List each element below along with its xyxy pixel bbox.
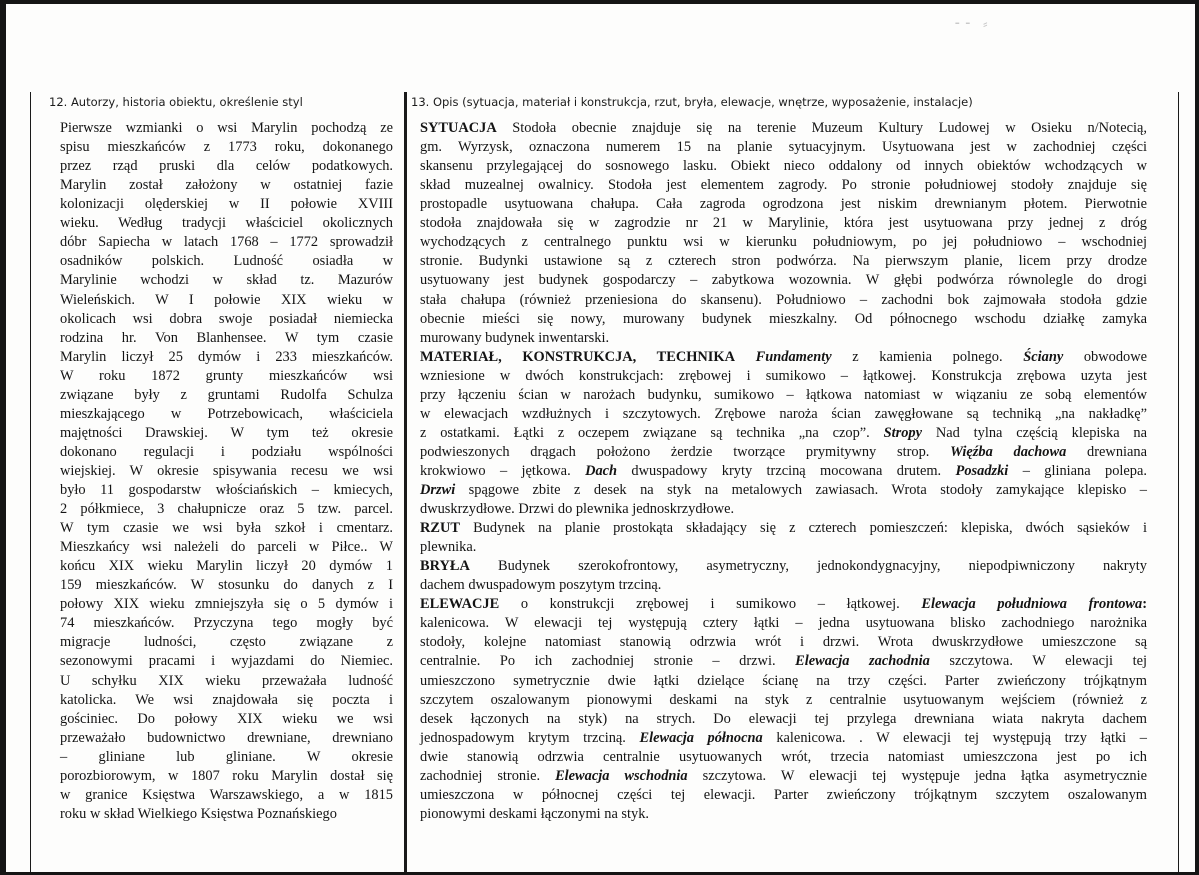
description-text-line [420, 673, 1147, 690]
text-run: podwieszonych drągach położono żerdzie tworzące prymitywny strop. [420, 443, 951, 460]
text-run: z ostatkami. Łątki z oczepem związane są technika „na czop”. [420, 424, 884, 441]
history-text-line: dokonano regulacji i podziału wspólności [60, 443, 393, 460]
history-text-line: Pierwsze wzmianki o wsi Marylin pochodzą ze [60, 120, 393, 136]
description-text-line [420, 730, 1147, 747]
history-text-line: gościniec. Do połowy XIX wieku we wsi [60, 710, 393, 727]
description-text-line [420, 653, 1147, 670]
text-run [735, 349, 756, 365]
text-run: dwuskrzydłowe. Drzwi do plewnika jednoskrzydłowe. [420, 501, 735, 517]
description-text-line [420, 615, 1147, 632]
form-frame-right-line [1178, 92, 1179, 872]
history-text-line: migracje ludności, często związane z [60, 634, 393, 651]
description-text-line [420, 768, 1147, 785]
text-run: – gliniana polepa. [1008, 462, 1147, 479]
text-run: Stodoła obecnie znajduje się na terenie Muzeum Kultury Ludowej w Osieku n/Notecią, [496, 120, 1147, 136]
text-run: dwuspadowy kryty trzciną mocowana drutem. [617, 462, 956, 479]
text-run: obecnie mieści się nowy, murowany budynek mieszkalny. Od północnego wschodu działkę zamyka [420, 310, 1147, 327]
section-keyword: : [1142, 596, 1147, 613]
text-run: centralnie. Po ich zachodniej stronie – drzwi. [420, 653, 796, 670]
description-text-line [420, 425, 1147, 442]
text-run: przy łączeniu ścian w narożach budynku, sumikowo – łątkowa natomiast w wiązaniu ze sobą elementów [420, 386, 1147, 403]
element-term: Ściany [1023, 348, 1064, 365]
description-text-line [420, 711, 1147, 728]
history-text-line: W roku 1872 grunty mieszkańców wsi [60, 367, 393, 384]
text-run: spągowe zbite z desek na styk na metalowych zawiasach. Wrota stodoły zamykające klepisko – [455, 481, 1147, 498]
text-run: Nad tylna częścią klepiska na [921, 424, 1147, 441]
section-keyword: RZUT [420, 520, 460, 536]
description-text-line [420, 349, 1147, 366]
element-term: Drzwi [420, 481, 456, 498]
history-text-line: Mieszkańcy wsi należeli do parceli w Piłce.. W [60, 539, 393, 556]
section-keyword: ELEWACJE [420, 596, 500, 613]
element-term: Posadzki [955, 462, 1009, 479]
bleed-through-mark: ⁃⁃ ⸗ [954, 17, 992, 32]
element-term: Elewacja północna [639, 729, 763, 746]
description-text-line [420, 120, 1147, 137]
history-text-line: Wieleńskich. W I połowie XIX wieku w [60, 291, 393, 308]
description-text-line [420, 272, 1147, 289]
text-run: Budynek na planie prostokąta składający się z czterech pomieszczeń: klepiska, dwóch sąsieków i [459, 520, 1147, 536]
description-text-line [420, 196, 1147, 213]
text-run: murowany budynek inwentarski. [420, 329, 610, 346]
text-run: dachem dwuspadowym poszytym trzciną. [420, 577, 662, 594]
text-run: szczytowa. W elewacji tej występuje jedna łątka asymetrycznie [687, 767, 1147, 784]
text-run: w elewacjach wzdłużnych i szczytowych. Zrębowe naroża ścian zawęgłowane są techniką „na nakładkę” [420, 405, 1147, 422]
history-text-line: Marylinie wchodzi w skład tz. Mazurów [60, 272, 393, 289]
text-run: stała chałupa (również przeniesiona do skansenu). Południowo – zachodni bok zajmowała stodoła gdzie [420, 291, 1147, 308]
text-run: wzniesione w dwóch konstrukcjach: zrębowej i sumikowo – łątkowej. Konstrukcja zrębowa uzyta jest [420, 367, 1147, 384]
description-text-line [420, 520, 1147, 537]
text-run: zachodniej stronie. [420, 767, 556, 784]
text-run: stodoły, kolejne natomiast stanowią odrzwia wrót i drzwi. Wrota dwuskrzydłowe umieszczone są [420, 634, 1147, 651]
text-run: szczytem oszalowanym pionowymi deskami na styk z centralnie usytuowanym wejściem (również z [420, 691, 1147, 708]
description-text-line [420, 311, 1147, 328]
description-text-line [420, 253, 1147, 270]
description-text-line [420, 501, 1147, 518]
history-text-line: było 11 gospodarstw włościańskich – kmiecych, [60, 481, 393, 498]
text-run: jednospadowym krytym trzciną. [420, 729, 640, 746]
description-text-line [420, 539, 1147, 556]
history-text-line: okolicach wsi dobra swoje posiadał niemiecka [60, 310, 393, 327]
history-text-line: roku w skład Wielkiego Księstwa Poznańskiego [60, 805, 337, 822]
history-text-line: związane były z gruntami Rudolfa Schulza [60, 386, 393, 403]
description-text-line [420, 292, 1147, 309]
description-text-line [420, 139, 1147, 156]
history-text-line: 159 mieszkańców. W stosunku do danych z I [60, 577, 393, 594]
text-run: umieszczona w północnej części tej elewacji. Parter zwieńczony trójkątnym szczytem oszalowanym [420, 786, 1147, 803]
description-text-line [420, 692, 1147, 709]
history-text-line: dóbr Sapiecha w latach 1768 – 1772 sprowadził [60, 234, 393, 251]
text-run: Budynek szerokofrontowy, asymetryczny, jednokondygnacyjny, niepodpiwniczony nakryty [469, 558, 1147, 575]
description-text-line [420, 387, 1147, 404]
history-text-line: porozbiorowym, w 1807 roku Marylin dostał się [60, 767, 393, 784]
column-divider-line [404, 92, 407, 872]
text-run: stodoła znajdowała się w zagrodzie nr 21 w Marylinie, która jest usytuowana przy jednej z dróg [420, 215, 1147, 232]
text-run: skansenu przylegającej do sosnowego lasku. Obiekt nieco oddalony od innych obiektów wchodzących w [420, 158, 1147, 175]
history-text-line: spisu mieszkańców z 1773 roku, dokonanego [60, 139, 393, 156]
history-text-line: 74 mieszkańców. Przyczyna tego mogły być [60, 615, 393, 632]
history-text-line: mieszkającego w Potrzebowicach, właściciela [60, 405, 393, 422]
history-text-line: U schyłku XIX wieku przeważała ludność [60, 672, 393, 689]
description-text-line [420, 634, 1147, 651]
description-text-line [420, 158, 1147, 175]
history-text-line: osadników polskich. Ludność osiadła w [60, 253, 393, 270]
description-text-line [420, 558, 1147, 575]
description-text-line [420, 177, 1147, 194]
text-run: kalenicowa. . W elewacji tej występują trzy łątki – [762, 729, 1147, 746]
text-run: plewnika. [420, 539, 477, 556]
description-text-line [420, 330, 1147, 347]
history-text-line: wiejskiej. W okresie spisywania recesu we wsi [60, 462, 393, 479]
element-term: Fundamenty [755, 348, 832, 365]
description-text-line [420, 368, 1147, 385]
text-run: umieszczono symetrycznie dwie łątki dzielące ścianę na trzy części. Parter zwieńczony trójkątnym [420, 672, 1147, 689]
section-12-heading: 12. Autorzy, historia obiektu, określenie styl [49, 95, 303, 109]
history-text-line: przeważało budownictwo drewniane, drewniano [60, 729, 393, 746]
description-text-line [420, 806, 1147, 823]
history-text-line: końcu XIX wieku Marylin liczył 20 dymów 1 [60, 558, 393, 575]
text-run: stronie. Budynki ustawione są z czterech stron podwórza. Na pierwszym planie, licem przy drodze [420, 253, 1147, 270]
text-run: desek łączonych na styk) na strych. Do elewacji tej przylega drewniana wiata nakryta dachem [420, 710, 1147, 727]
text-run: pionowymi deskami łączonymi na styk. [420, 805, 650, 822]
section-keyword: SYTUACJA [420, 120, 497, 136]
text-run: o konstrukcji zrębowej i sumikowo – łątkowej. [499, 596, 922, 613]
element-term: Więźba dachowa [950, 443, 1067, 460]
history-text-line: Marylin został założony w ostatniej fazie [60, 177, 393, 194]
history-text-line: w granice Księstwa Warszawskiego, a w 1815 [60, 786, 393, 803]
history-text-line: majętności Drawskiej. W tym też okresie [60, 424, 393, 441]
description-text-line [420, 482, 1147, 499]
element-term: Elewacja południowa frontowa [921, 596, 1143, 613]
history-text-line: połowy XIX wieku zmniejszyła się o 5 dymów i [60, 596, 393, 613]
section-keyword: MATERIAŁ, KONSTRUKCJA, TECHNIKA [420, 348, 735, 365]
description-text-line [420, 444, 1147, 461]
description-text-line [420, 406, 1147, 423]
element-term: Elewacja wschodnia [555, 767, 688, 784]
text-run: szczytowa. W elewacji tej [929, 653, 1147, 670]
text-run: gm. Wyrzysk, oznaczona numerem 15 na planie sytuacyjnym. Usytuowana jest w zachodniej części [420, 139, 1147, 156]
history-text-line: – gliniane lub gliniane. W okresie [60, 748, 393, 765]
text-run: dwie stanowią odrzwia centralnie usytuowanych wrót, trzecia natomiast umieszczona jest po ich [420, 748, 1147, 765]
text-run: usytuowany jest budynek gospodarczy – zabytkowa wozownia. W głębi podwórza równolegle do drogi [420, 272, 1147, 289]
text-run: obwodowe [1063, 348, 1148, 365]
history-text-line: W tym czasie we wsi była szkoł i cmentarz. [60, 520, 393, 536]
text-run: skład muzealnej owalnicy. Stodoła jest elementem zagrody. Po stronie południowej stodoły znajduje się [420, 177, 1147, 194]
text-run: wychodzących z centralnego punktu wsi w kierunku południowym, po jej południowo – wschodniej [420, 234, 1147, 251]
description-text-line [420, 215, 1147, 232]
history-text-line: przez rząd pruski dla celów podatkowych. [60, 158, 393, 175]
element-term: Dach [585, 462, 618, 479]
history-text-line: katolicka. We wsi znajdowała się poczta i [60, 691, 393, 708]
text-run: drewniana [1066, 443, 1147, 460]
element-term: Elewacja zachodnia [795, 653, 930, 670]
history-text-line: Marylin liczył 25 dymów i 233 mieszkańców. [60, 348, 393, 365]
description-text-line [420, 577, 1147, 594]
text-run: krokwiowo – jętkowa. [420, 462, 586, 479]
history-text-line: wieku. Według tradycji właściciel okolicznych [60, 215, 393, 232]
section-13-heading: 13. Opis (sytuacja, materiał i konstrukcja, rzut, bryła, elewacje, wnętrze, wyposażenie, instalacje) [411, 95, 973, 109]
text-run: z kamienia polnego. [831, 348, 1024, 365]
text-run: prostopadle usytuowana chałupa. Cała zagroda ogrodzona jest niskim drewnianym płotem. Pierwotnie [420, 196, 1147, 213]
text-run: kalenicowa. W elewacji tej występują cztery łątki – jedna usytuowana blisko zachodniego narożnika [420, 615, 1147, 632]
history-text-line: kolonizacji olęderskiej w II połowie XVIII [60, 196, 393, 213]
history-text-line: rodzina hr. Von Blanhensee. W tym czasie [60, 329, 393, 346]
form-frame-left-line [30, 92, 31, 872]
description-text-line [420, 234, 1147, 251]
description-text-line [420, 749, 1147, 766]
section-keyword: BRYŁA [420, 558, 470, 575]
history-text-line: 2 półkmiece, 3 chałupnicze oraz 5 tzw. parcel. [60, 501, 393, 517]
element-term: Stropy [883, 424, 922, 441]
description-text-line [420, 596, 1147, 613]
description-text-line [420, 463, 1147, 480]
history-text-line: sezonowymi pracami i wyjazdami do Niemiec. [60, 653, 393, 670]
description-text-line [420, 787, 1147, 804]
